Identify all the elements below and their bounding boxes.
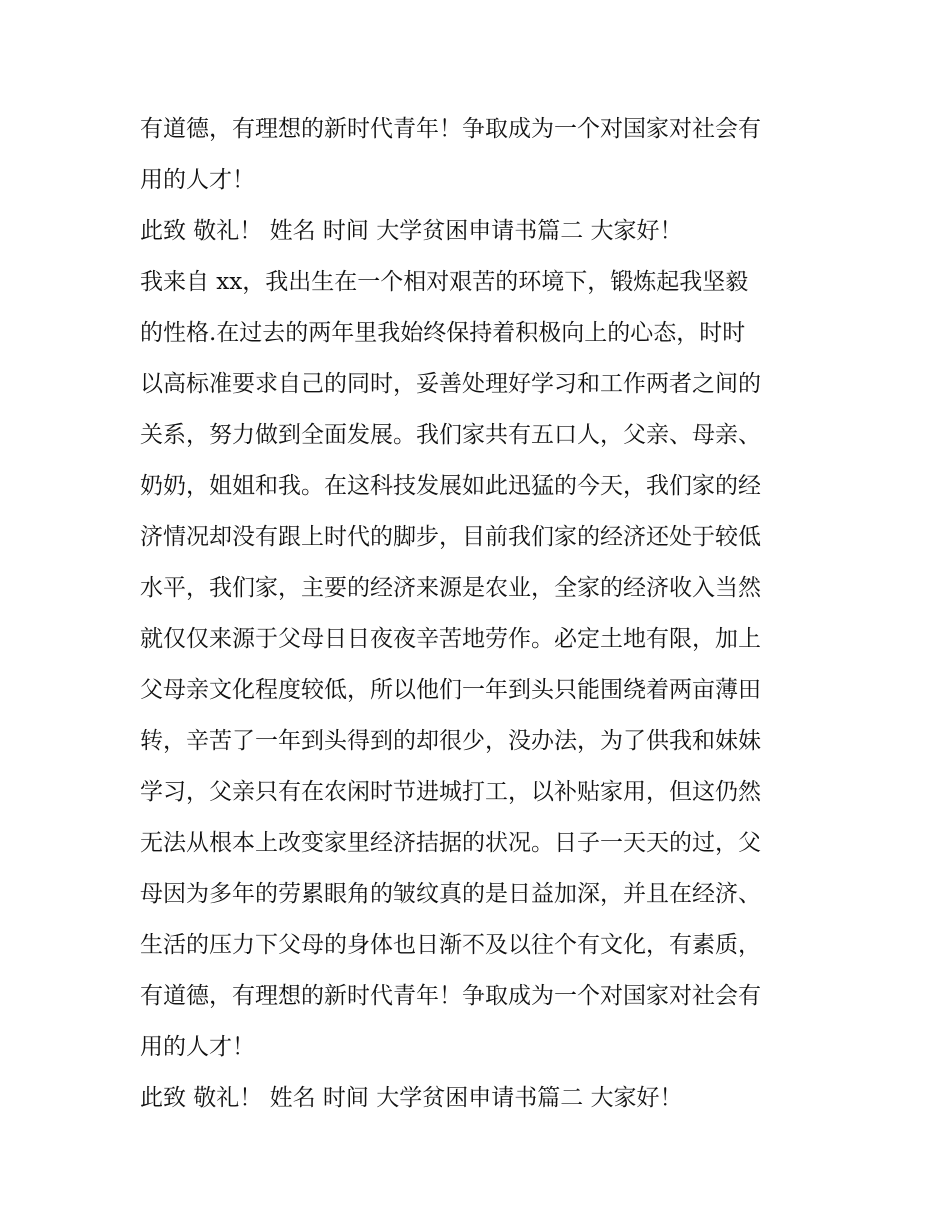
text-line: 用的人才！: [140, 1034, 255, 1060]
text-line: 的性格.在过去的两年里我始终保持着积极向上的心态，时时: [140, 320, 746, 346]
text-line: 用的人才！: [140, 167, 255, 193]
text-line: 我来自 xx，我出生在一个相对艰苦的环境下，锻炼起我坚毅: [140, 269, 749, 295]
text-line: 以高标准要求自己的同时，妥善处理好学习和工作两者之间的: [140, 371, 761, 397]
text-line: 水平，我们家，主要的经济来源是农业，全家的经济收入当然: [140, 575, 761, 601]
text-line: 父母亲文化程度较低，所以他们一年到头只能围绕着两亩薄田: [140, 677, 761, 703]
text-line: 济情况却没有跟上时代的脚步，目前我们家的经济还处于较低: [140, 524, 761, 550]
text-line: 母因为多年的劳累眼角的皱纹真的是日益加深，并且在经济、: [140, 881, 761, 907]
document-body: [140, 104, 820, 1124]
text-line: 转，辛苦了一年到头得到的却很少，没办法，为了供我和妹妹: [140, 728, 761, 754]
text-line: 此致 敬礼！ 姓名 时间 大学贫困申请书篇二 大家好！: [140, 218, 683, 244]
text-line: 奶奶，姐姐和我。在这科技发展如此迅猛的今天，我们家的经: [140, 473, 761, 499]
text-line: 生活的压力下父母的身体也日渐不及以往个有文化，有素质，: [140, 932, 761, 958]
text-line: 有道德，有理想的新时代青年！争取成为一个对国家对社会有: [140, 116, 761, 142]
text-line: 就仅仅来源于父母日日夜夜辛苦地劳作。必定土地有限，加上: [140, 626, 761, 652]
text-line: 学习，父亲只有在农闲时节进城打工，以补贴家用，但这仍然: [140, 779, 761, 805]
text-line: 关系，努力做到全面发展。我们家共有五口人，父亲、母亲、: [140, 422, 761, 448]
text-line: 此致 敬礼！ 姓名 时间 大学贫困申请书篇二 大家好！: [140, 1085, 683, 1111]
text-line: 有道德，有理想的新时代青年！争取成为一个对国家对社会有: [140, 983, 761, 1009]
text-line: 无法从根本上改变家里经济拮据的状况。日子一天天的过，父: [140, 830, 761, 856]
